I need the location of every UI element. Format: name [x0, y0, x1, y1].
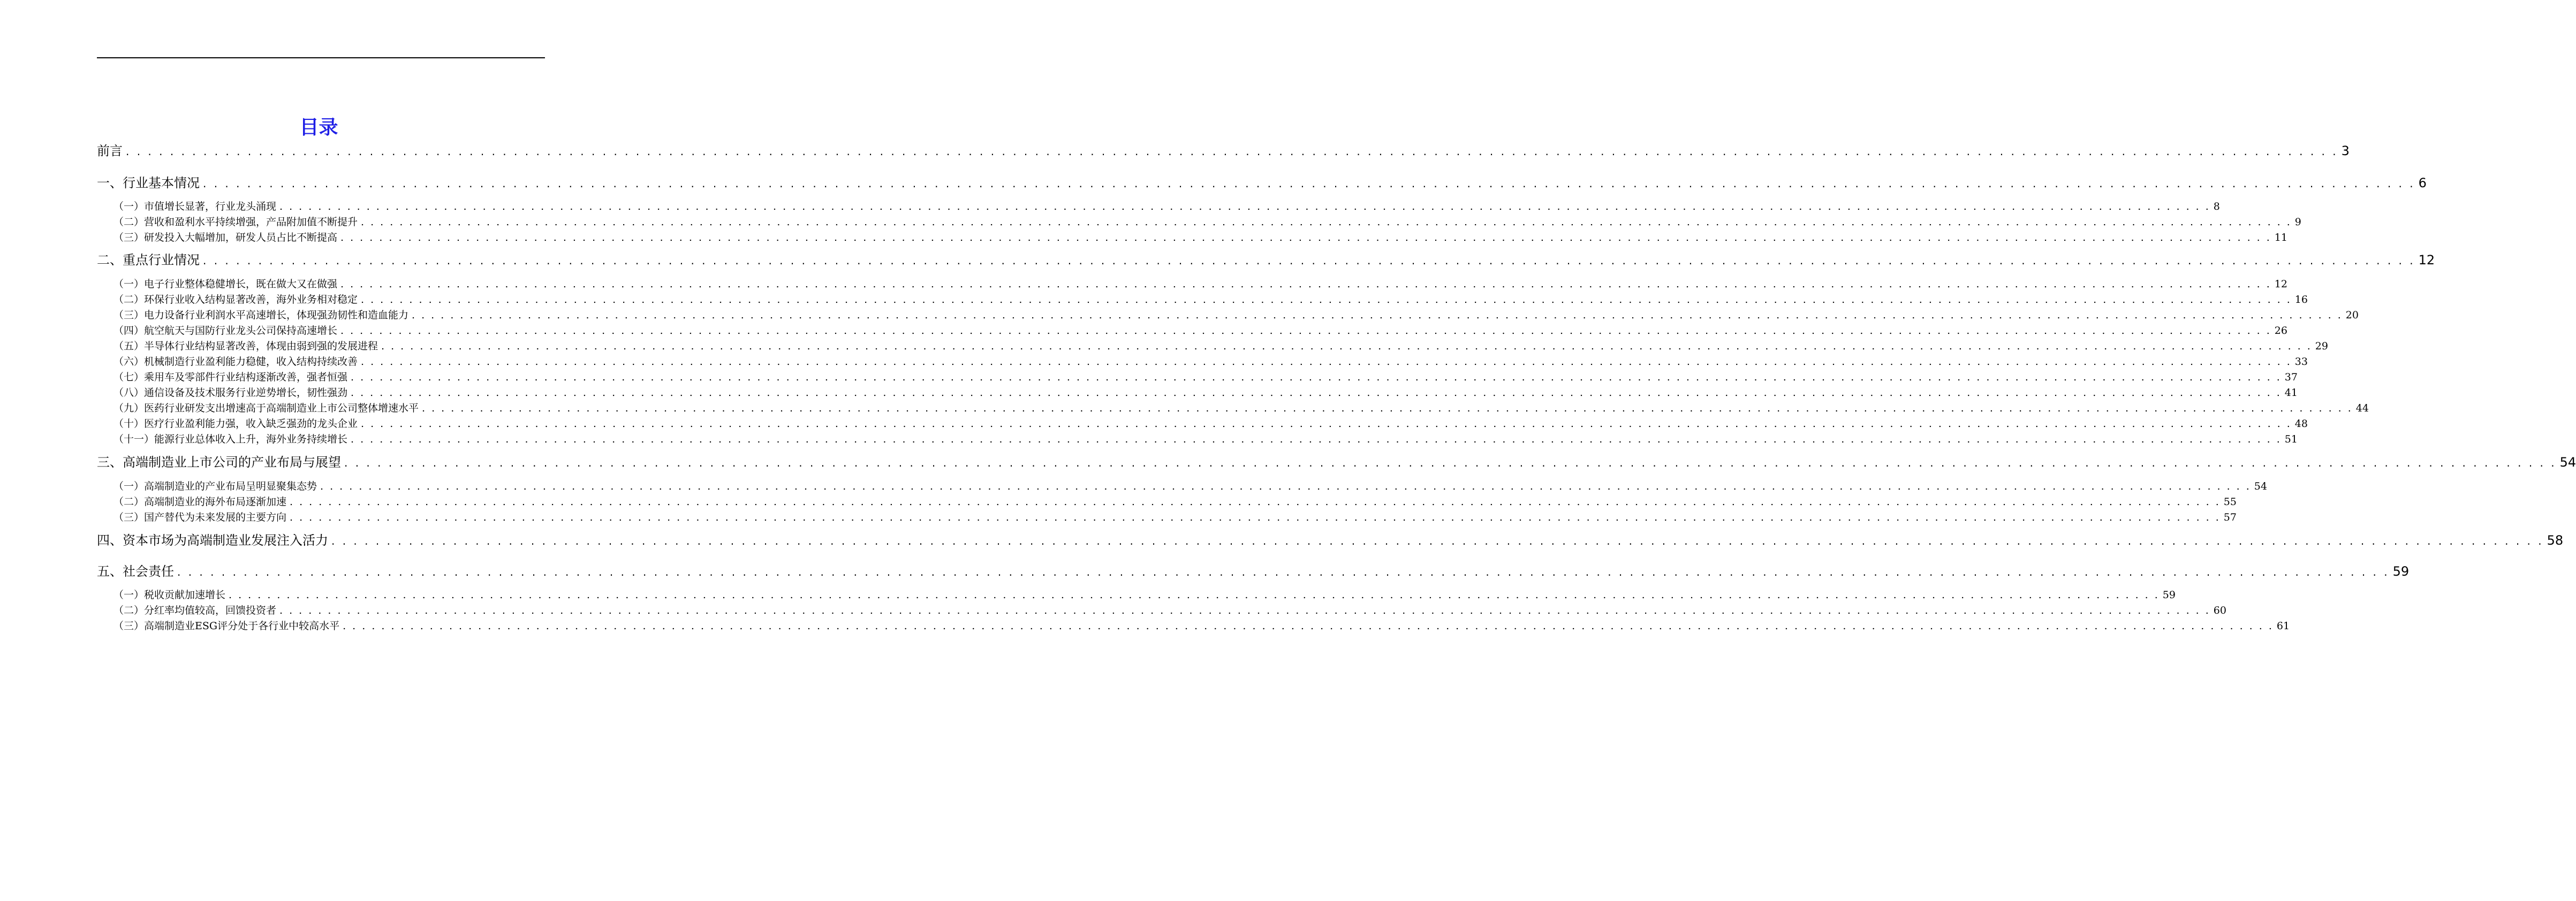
toc-page-number: 54	[2559, 455, 2576, 470]
toc-dot-leader: . . . . . . . . . . . . . . . . . . . . . . . . . . . . . . . . . . . . . . . . . . . . . . . . . . . . . . . . . . . . . . . . . . . . . . . . . . . . . . . . . . . . . . . . . . . . . . . . . . . . . . . . . . . . . . . . . . . . . . . . . . . . . . . . . . . . . . . . . . . . . . . . . . . . . . . . . . . . . . . . . . . . . . . . . . . . . . . . . . . . . . . . . . . . . . . . . . . . . . . .	[412, 309, 2343, 321]
toc-entry-section[interactable]	[97, 251, 2435, 269]
toc-entry-text: 二、重点行业情况	[97, 253, 200, 268]
toc-page-number: 33	[2294, 356, 2308, 368]
toc-page-number: 29	[2315, 340, 2328, 352]
toc-entry-text: （五）半导体行业结构显著改善，体现由弱到强的发展进程	[113, 340, 378, 352]
toc-dot-leader: . . . . . . . . . . . . . . . . . . . . . . . . . . . . . . . . . . . . . . . . . . . . . . . . . . . . . . . . . . . . . . . . . . . . . . . . . . . . . . . . . . . . . . . . . . . . . . . . . . . . . . . . . . . . . . . . . . . . . . . . . . . . . . . . . . . . . . . . . . . . . . . . . . . . . . . . . . . . . . . . . . . . . . . . . . . . . . . . . . . . . . . . . . . . . . . . . . . . . . . .	[279, 605, 2210, 616]
toc-page-number: 57	[2223, 511, 2237, 523]
toc-entry-text: 三、高端制造业上市公司的产业布局与展望	[97, 455, 341, 470]
toc-entry-text: （二）环保行业收入结构显著改善，海外业务相对稳定	[113, 294, 358, 306]
toc-page-number: 54	[2254, 480, 2267, 492]
toc-dot-leader: . . . . . . . . . . . . . . . . . . . . . . . . . . . . . . . . . . . . . . . . . . . . . . . . . . . . . . . . . . . . . . . . . . . . . . . . . . . . . . . . . . . . . . . . . . . . . . . . . . . . . . . . . . . . . . . . . . . . . . . . . . . . . . . . . . . . . . . . . . . . . . . . . . . . . . . . . . . . . . . . . . . . . . . . . . . . . . . . . . . . . . . . . . . . . . . . . . . . . . . .	[203, 177, 2415, 190]
toc-page-number: 26	[2274, 325, 2287, 337]
toc-page-number: 61	[2276, 620, 2290, 632]
toc-entry-text: （三）研发投入大幅增加，研发人员占比不断提高	[113, 232, 338, 243]
toc-entry-section[interactable]	[97, 142, 2350, 159]
toc-page-number: 51	[2284, 433, 2298, 445]
toc-entry-text: （六）机械制造行业盈利能力稳健，收入结构持续改善	[113, 356, 358, 368]
toc-dot-leader: . . . . . . . . . . . . . . . . . . . . . . . . . . . . . . . . . . . . . . . . . . . . . . . . . . . . . . . . . . . . . . . . . . . . . . . . . . . . . . . . . . . . . . . . . . . . . . . . . . . . . . . . . . . . . . . . . . . . . . . . . . . . . . . . . . . . . . . . . . . . . . . . . . . . . . . . . . . . . . . . . . . . . . . . . . . . . . . . . . . . . . . . . . . . . . . . . . . . . . . .	[203, 254, 2415, 267]
toc-dot-leader: . . . . . . . . . . . . . . . . . . . . . . . . . . . . . . . . . . . . . . . . . . . . . . . . . . . . . . . . . . . . . . . . . . . . . . . . . . . . . . . . . . . . . . . . . . . . . . . . . . . . . . . . . . . . . . . . . . . . . . . . . . . . . . . . . . . . . . . . . . . . . . . . . . . . . . . . . . . . . . . . . . . . . . . . . . . . . . . . . . . . . . . . . . . . . . . . . . . . . . . .	[344, 456, 2557, 469]
toc-page-number: 12	[2274, 278, 2287, 290]
toc-dot-leader: . . . . . . . . . . . . . . . . . . . . . . . . . . . . . . . . . . . . . . . . . . . . . . . . . . . . . . . . . . . . . . . . . . . . . . . . . . . . . . . . . . . . . . . . . . . . . . . . . . . . . . . . . . . . . . . . . . . . . . . . . . . . . . . . . . . . . . . . . . . . . . . . . . . . . . . . . . . . . . . . . . . . . . . . . . . . . . . . . . . . . . . . . . . . . . . . . . . . . . . .	[229, 589, 2160, 601]
toc-page-number: 8	[2213, 201, 2220, 212]
toc-page-number: 48	[2294, 418, 2308, 430]
toc-entry-subsection[interactable]	[113, 588, 2176, 602]
toc-entry-subsection[interactable]	[113, 604, 2226, 617]
toc-dot-leader: . . . . . . . . . . . . . . . . . . . . . . . . . . . . . . . . . . . . . . . . . . . . . . . . . . . . . . . . . . . . . . . . . . . . . . . . . . . . . . . . . . . . . . . . . . . . . . . . . . . . . . . . . . . . . . . . . . . . . . . . . . . . . . . . . . . . . . . . . . . . . . . . . . . . . . . . . . . . . . . . . . . . . . . . . . . . . . . . . . . . . . . . . . . . . . . . . . . . . . . .	[351, 433, 2282, 445]
toc-entry-text: （一）税收贡献加速增长	[113, 589, 226, 601]
toc-entry-subsection[interactable]	[113, 308, 2359, 322]
toc-entry-text: （一）市值增长显著，行业龙头涌现	[113, 201, 277, 212]
toc-entry-text: 五、社会责任	[97, 564, 174, 579]
toc-page-number: 60	[2213, 605, 2226, 616]
toc-page-number: 37	[2284, 371, 2298, 383]
toc-dot-leader: . . . . . . . . . . . . . . . . . . . . . . . . . . . . . . . . . . . . . . . . . . . . . . . . . . . . . . . . . . . . . . . . . . . . . . . . . . . . . . . . . . . . . . . . . . . . . . . . . . . . . . . . . . . . . . . . . . . . . . . . . . . . . . . . . . . . . . . . . . . . . . . . . . . . . . . . . . . . . . . . . . . . . . . . . . . . . . . . . . . . . . . . . . . . . . . . . . . . . . . .	[340, 325, 2271, 337]
toc-entry-subsection[interactable]	[113, 355, 2308, 369]
toc-dot-leader: . . . . . . . . . . . . . . . . . . . . . . . . . . . . . . . . . . . . . . . . . . . . . . . . . . . . . . . . . . . . . . . . . . . . . . . . . . . . . . . . . . . . . . . . . . . . . . . . . . . . . . . . . . . . . . . . . . . . . . . . . . . . . . . . . . . . . . . . . . . . . . . . . . . . . . . . . . . . . . . . . . . . . . . . . . . . . . . . . . . . . . . . . . . . . . . . . . . . . . . .	[361, 418, 2292, 430]
header-rule	[97, 57, 545, 58]
toc-page-number: 20	[2345, 309, 2359, 321]
toc-dot-leader: . . . . . . . . . . . . . . . . . . . . . . . . . . . . . . . . . . . . . . . . . . . . . . . . . . . . . . . . . . . . . . . . . . . . . . . . . . . . . . . . . . . . . . . . . . . . . . . . . . . . . . . . . . . . . . . . . . . . . . . . . . . . . . . . . . . . . . . . . . . . . . . . . . . . . . . . . . . . . . . . . . . . . . . . . . . . . . . . . . . . . . . . . . . . . . . . . . . . . . . .	[177, 566, 2390, 578]
toc-dot-leader: . . . . . . . . . . . . . . . . . . . . . . . . . . . . . . . . . . . . . . . . . . . . . . . . . . . . . . . . . . . . . . . . . . . . . . . . . . . . . . . . . . . . . . . . . . . . . . . . . . . . . . . . . . . . . . . . . . . . . . . . . . . . . . . . . . . . . . . . . . . . . . . . . . . . . . . . . . . . . . . . . . . . . . . . . . . . . . . . . . . . . . . . . . . . . . . . . . . . . . . .	[361, 216, 2292, 228]
toc-entry-text: （一）高端制造业的产业布局呈明显聚集态势	[113, 480, 317, 492]
toc-entry-text: （七）乘用车及零部件行业结构逐渐改善，强者恒强	[113, 371, 348, 383]
toc-dot-leader: . . . . . . . . . . . . . . . . . . . . . . . . . . . . . . . . . . . . . . . . . . . . . . . . . . . . . . . . . . . . . . . . . . . . . . . . . . . . . . . . . . . . . . . . . . . . . . . . . . . . . . . . . . . . . . . . . . . . . . . . . . . . . . . . . . . . . . . . . . . . . . . . . . . . . . . . . . . . . . . . . . . . . . . . . . . . . . . . . . . . . . . . . . . . . . . . . . . . . . . .	[126, 145, 2338, 158]
toc-entry-text: （十）医疗行业盈利能力强，收入缺乏强劲的龙头企业	[113, 418, 358, 430]
toc-entry-section[interactable]	[97, 532, 2564, 549]
toc-page-number: 59	[2392, 564, 2410, 579]
toc-entry-text: （八）通信设备及技术服务行业逆势增长，韧性强劲	[113, 387, 348, 399]
toc-dot-leader: . . . . . . . . . . . . . . . . . . . . . . . . . . . . . . . . . . . . . . . . . . . . . . . . . . . . . . . . . . . . . . . . . . . . . . . . . . . . . . . . . . . . . . . . . . . . . . . . . . . . . . . . . . . . . . . . . . . . . . . . . . . . . . . . . . . . . . . . . . . . . . . . . . . . . . . . . . . . . . . . . . . . . . . . . . . . . . . . . . . . . . . . . . . . . . . . . . . . . . . .	[290, 511, 2221, 523]
toc-entry-text: （九）医药行业研发支出增速高于高端制造业上市公司整体增速水平	[113, 402, 419, 414]
toc-page-number: 55	[2223, 496, 2237, 508]
toc-entry-text: （一）电子行业整体稳健增长，既在做大又在做强	[113, 278, 338, 290]
toc-dot-leader: . . . . . . . . . . . . . . . . . . . . . . . . . . . . . . . . . . . . . . . . . . . . . . . . . . . . . . . . . . . . . . . . . . . . . . . . . . . . . . . . . . . . . . . . . . . . . . . . . . . . . . . . . . . . . . . . . . . . . . . . . . . . . . . . . . . . . . . . . . . . . . . . . . . . . . . . . . . . . . . . . . . . . . . . . . . . . . . . . . . . . . . . . . . . . . . . . . . . . . . .	[351, 387, 2282, 399]
toc-entry-section[interactable]	[97, 563, 2410, 580]
toc-entry-text: 四、资本市场为高端制造业发展注入活力	[97, 533, 328, 548]
toc-page-number: 41	[2284, 387, 2298, 399]
toc-dot-leader: . . . . . . . . . . . . . . . . . . . . . . . . . . . . . . . . . . . . . . . . . . . . . . . . . . . . . . . . . . . . . . . . . . . . . . . . . . . . . . . . . . . . . . . . . . . . . . . . . . . . . . . . . . . . . . . . . . . . . . . . . . . . . . . . . . . . . . . . . . . . . . . . . . . . . . . . . . . . . . . . . . . . . . . . . . . . . . . . . . . . . . . . . . . . . . . . . . . . . . . .	[331, 535, 2544, 547]
toc-entry-subsection[interactable]	[113, 370, 2298, 384]
toc-entry-subsection[interactable]	[113, 386, 2298, 400]
toc-entry-text: 前言	[97, 143, 123, 158]
toc-page-number: 3	[2341, 143, 2350, 158]
toc-entry-section[interactable]	[97, 454, 2576, 471]
toc-page-number: 58	[2547, 533, 2564, 548]
toc-entry-subsection[interactable]	[113, 293, 2308, 307]
toc-dot-leader: . . . . . . . . . . . . . . . . . . . . . . . . . . . . . . . . . . . . . . . . . . . . . . . . . . . . . . . . . . . . . . . . . . . . . . . . . . . . . . . . . . . . . . . . . . . . . . . . . . . . . . . . . . . . . . . . . . . . . . . . . . . . . . . . . . . . . . . . . . . . . . . . . . . . . . . . . . . . . . . . . . . . . . . . . . . . . . . . . . . . . . . . . . . . . . . . . . . . . . . .	[340, 232, 2271, 243]
toc-dot-leader: . . . . . . . . . . . . . . . . . . . . . . . . . . . . . . . . . . . . . . . . . . . . . . . . . . . . . . . . . . . . . . . . . . . . . . . . . . . . . . . . . . . . . . . . . . . . . . . . . . . . . . . . . . . . . . . . . . . . . . . . . . . . . . . . . . . . . . . . . . . . . . . . . . . . . . . . . . . . . . . . . . . . . . . . . . . . . . . . . . . . . . . . . . . . . . . . . . . . . . . .	[340, 278, 2271, 290]
toc-page-number: 11	[2274, 232, 2287, 243]
toc-entry-subsection[interactable]	[113, 417, 2308, 431]
toc-entry-subsection[interactable]	[113, 510, 2237, 524]
toc-entry-text: （二）高端制造业的海外布局逐渐加速	[113, 496, 287, 508]
toc-page-number: 12	[2418, 253, 2435, 268]
toc-entry-subsection[interactable]	[113, 324, 2287, 338]
toc-entry-section[interactable]	[97, 174, 2427, 192]
toc-dot-leader: . . . . . . . . . . . . . . . . . . . . . . . . . . . . . . . . . . . . . . . . . . . . . . . . . . . . . . . . . . . . . . . . . . . . . . . . . . . . . . . . . . . . . . . . . . . . . . . . . . . . . . . . . . . . . . . . . . . . . . . . . . . . . . . . . . . . . . . . . . . . . . . . . . . . . . . . . . . . . . . . . . . . . . . . . . . . . . . . . . . . . . . . . . . . . . . . . . . . . . . .	[351, 371, 2282, 383]
toc-entry-subsection[interactable]	[113, 479, 2267, 493]
toc-page-number: 16	[2294, 294, 2308, 306]
toc-page-number: 44	[2355, 402, 2369, 414]
toc-entry-text: （三）国产替代为未来发展的主要方向	[113, 511, 287, 523]
toc-dot-leader: . . . . . . . . . . . . . . . . . . . . . . . . . . . . . . . . . . . . . . . . . . . . . . . . . . . . . . . . . . . . . . . . . . . . . . . . . . . . . . . . . . . . . . . . . . . . . . . . . . . . . . . . . . . . . . . . . . . . . . . . . . . . . . . . . . . . . . . . . . . . . . . . . . . . . . . . . . . . . . . . . . . . . . . . . . . . . . . . . . . . . . . . . . . . . . . . . . . . . . . .	[320, 480, 2251, 492]
toc-entry-text: （四）航空航天与国防行业龙头公司保持高速增长	[113, 325, 338, 337]
toc-entry-subsection[interactable]	[113, 215, 2301, 229]
toc-dot-leader: . . . . . . . . . . . . . . . . . . . . . . . . . . . . . . . . . . . . . . . . . . . . . . . . . . . . . . . . . . . . . . . . . . . . . . . . . . . . . . . . . . . . . . . . . . . . . . . . . . . . . . . . . . . . . . . . . . . . . . . . . . . . . . . . . . . . . . . . . . . . . . . . . . . . . . . . . . . . . . . . . . . . . . . . . . . . . . . . . . . . . . . . . . . . . . . . . . . . . . . .	[381, 340, 2312, 352]
toc-entry-subsection[interactable]	[113, 619, 2290, 633]
toc-entry-text: 一、行业基本情况	[97, 175, 200, 190]
toc-page-number: 9	[2294, 216, 2301, 228]
toc-entry-subsection[interactable]	[113, 495, 2237, 509]
toc-dot-leader: . . . . . . . . . . . . . . . . . . . . . . . . . . . . . . . . . . . . . . . . . . . . . . . . . . . . . . . . . . . . . . . . . . . . . . . . . . . . . . . . . . . . . . . . . . . . . . . . . . . . . . . . . . . . . . . . . . . . . . . . . . . . . . . . . . . . . . . . . . . . . . . . . . . . . . . . . . . . . . . . . . . . . . . . . . . . . . . . . . . . . . . . . . . . . . . . . . . . . . . .	[361, 356, 2292, 368]
toc-entry-subsection[interactable]	[113, 231, 2287, 245]
toc-dot-leader: . . . . . . . . . . . . . . . . . . . . . . . . . . . . . . . . . . . . . . . . . . . . . . . . . . . . . . . . . . . . . . . . . . . . . . . . . . . . . . . . . . . . . . . . . . . . . . . . . . . . . . . . . . . . . . . . . . . . . . . . . . . . . . . . . . . . . . . . . . . . . . . . . . . . . . . . . . . . . . . . . . . . . . . . . . . . . . . . . . . . . . . . . . . . . . . . . . . . . . . .	[422, 402, 2353, 414]
toc-dot-leader: . . . . . . . . . . . . . . . . . . . . . . . . . . . . . . . . . . . . . . . . . . . . . . . . . . . . . . . . . . . . . . . . . . . . . . . . . . . . . . . . . . . . . . . . . . . . . . . . . . . . . . . . . . . . . . . . . . . . . . . . . . . . . . . . . . . . . . . . . . . . . . . . . . . . . . . . . . . . . . . . . . . . . . . . . . . . . . . . . . . . . . . . . . . . . . . . . . . . . . . .	[279, 201, 2210, 212]
toc-entry-subsection[interactable]	[113, 401, 2369, 415]
toc-entry-subsection[interactable]	[113, 432, 2298, 446]
toc-entry-text: （三）高端制造业ESG评分处于各行业中较高水平	[113, 620, 340, 632]
toc-dot-leader: . . . . . . . . . . . . . . . . . . . . . . . . . . . . . . . . . . . . . . . . . . . . . . . . . . . . . . . . . . . . . . . . . . . . . . . . . . . . . . . . . . . . . . . . . . . . . . . . . . . . . . . . . . . . . . . . . . . . . . . . . . . . . . . . . . . . . . . . . . . . . . . . . . . . . . . . . . . . . . . . . . . . . . . . . . . . . . . . . . . . . . . . . . . . . . . . . . . . . . . .	[361, 294, 2292, 306]
toc-entry-subsection[interactable]	[113, 277, 2287, 291]
toc-entry-text: （三）电力设备行业利润水平高速增长，体现强劲韧性和造血能力	[113, 309, 409, 321]
toc-entry-text: （二）分红率均值较高，回馈投资者	[113, 605, 277, 616]
toc-page-number: 59	[2162, 589, 2176, 601]
toc-dot-leader: . . . . . . . . . . . . . . . . . . . . . . . . . . . . . . . . . . . . . . . . . . . . . . . . . . . . . . . . . . . . . . . . . . . . . . . . . . . . . . . . . . . . . . . . . . . . . . . . . . . . . . . . . . . . . . . . . . . . . . . . . . . . . . . . . . . . . . . . . . . . . . . . . . . . . . . . . . . . . . . . . . . . . . . . . . . . . . . . . . . . . . . . . . . . . . . . . . . . . . . .	[343, 620, 2274, 632]
toc-title: 目录	[299, 116, 338, 139]
toc-entry-text: （十一）能源行业总体收入上升，海外业务持续增长	[113, 433, 348, 445]
toc-entry-text: （二）营收和盈利水平持续增强，产品附加值不断提升	[113, 216, 358, 228]
toc-entry-subsection[interactable]	[113, 339, 2328, 353]
toc-dot-leader: . . . . . . . . . . . . . . . . . . . . . . . . . . . . . . . . . . . . . . . . . . . . . . . . . . . . . . . . . . . . . . . . . . . . . . . . . . . . . . . . . . . . . . . . . . . . . . . . . . . . . . . . . . . . . . . . . . . . . . . . . . . . . . . . . . . . . . . . . . . . . . . . . . . . . . . . . . . . . . . . . . . . . . . . . . . . . . . . . . . . . . . . . . . . . . . . . . . . . . . .	[290, 496, 2221, 508]
toc-page-number: 6	[2418, 175, 2427, 190]
toc-entry-subsection[interactable]	[113, 200, 2220, 213]
